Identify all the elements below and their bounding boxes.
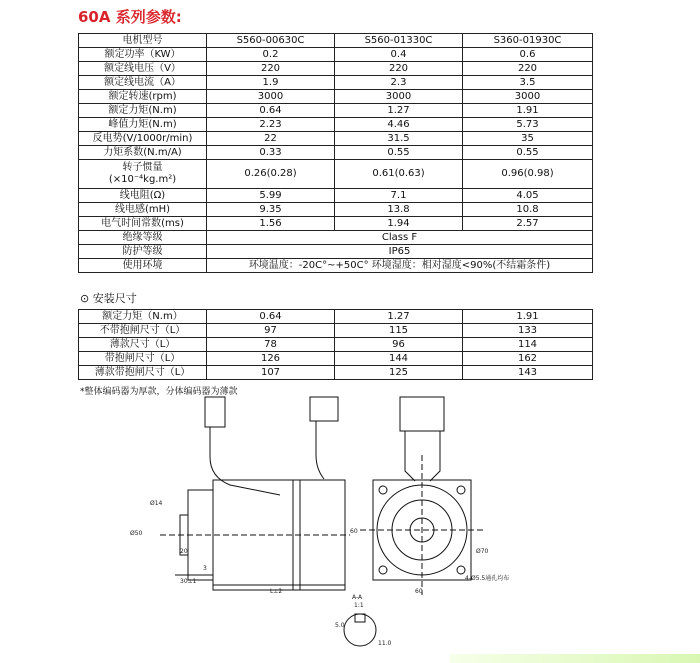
table-cell: 1.27 — [335, 104, 463, 118]
table-cell: 5.73 — [463, 118, 593, 132]
row-label — [79, 217, 207, 231]
row-label: 薄款尺寸（L） — [79, 338, 207, 352]
table-cell: 10.8 — [463, 203, 593, 217]
row-label-text: 额定功率（KW） — [104, 48, 181, 60]
row-label: 薄款带抱闸尺寸（L） — [79, 366, 207, 380]
table-row — [79, 338, 593, 352]
row-label-unit: (×10⁻⁴kg.m²) — [108, 174, 177, 185]
row-label-text: 线电感(mH) — [114, 203, 171, 215]
table-cell: 13.8 — [335, 203, 463, 217]
cable-2 — [316, 421, 324, 479]
table-cell: 2.57 — [463, 217, 593, 231]
table-row — [79, 324, 593, 338]
table-cell: 1.94 — [335, 217, 463, 231]
table-cell: 3000 — [463, 90, 593, 104]
table-row — [79, 217, 593, 231]
table-cell: 0.64 — [207, 310, 335, 324]
table-cell: 1.56 — [207, 217, 335, 231]
row-label — [79, 90, 207, 104]
table-cell: 0.55 — [463, 146, 593, 160]
row-label — [79, 146, 207, 160]
span-cell: 环境温度：-20C°~+50C° 环境湿度：相对湿度<90%(不结霜条件) — [207, 259, 593, 273]
row-label: 不带抱闸尺寸（L） — [79, 324, 207, 338]
dim-pcd: Ø70 — [476, 548, 489, 555]
dim-key-h: 11.0 — [378, 640, 392, 647]
table-cell: 115 — [335, 324, 463, 338]
front-connector — [400, 397, 444, 431]
table-row — [79, 203, 593, 217]
table-cell: 9.35 — [207, 203, 335, 217]
dim-shaft-len: 30±1 — [180, 578, 197, 585]
dim-shaft-dia: Ø14 — [150, 500, 163, 507]
table-cell: 0.96(0.98) — [463, 160, 593, 189]
table-row — [79, 259, 593, 273]
row-label — [79, 118, 207, 132]
table-cell: 220 — [207, 62, 335, 76]
row-label-text: 反电势(V/1000r/min) — [92, 132, 193, 144]
table-cell: 220 — [335, 62, 463, 76]
table-cell: 220 — [463, 62, 593, 76]
row-label-text: 额定线电压（V） — [104, 62, 181, 74]
table-cell: 126 — [207, 352, 335, 366]
row-label — [79, 62, 207, 76]
header-cell: S560-00630C — [207, 34, 335, 48]
table-cell: 144 — [335, 352, 463, 366]
table-cell: 114 — [463, 338, 593, 352]
decorative-bar — [450, 654, 700, 663]
page-title: 60A 系列参数: — [78, 8, 182, 26]
table-row — [79, 231, 593, 245]
table-cell: 31.5 — [335, 132, 463, 146]
row-label-text: 峰值力矩(N.m) — [108, 118, 177, 130]
table-row — [79, 104, 593, 118]
table-cell: 125 — [335, 366, 463, 380]
table-row — [79, 366, 593, 380]
table-cell: 107 — [207, 366, 335, 380]
table-cell: 0.61(0.63) — [335, 160, 463, 189]
table-row — [79, 62, 593, 76]
row-label: 使用环境 — [79, 259, 207, 273]
table-row — [79, 352, 593, 366]
table-cell: 78 — [207, 338, 335, 352]
table-row — [79, 76, 593, 90]
header-cell: S560-01330C — [335, 34, 463, 48]
table-row — [79, 245, 593, 259]
table-row — [79, 118, 593, 132]
table-header-row — [79, 34, 593, 48]
table-cell: 4.46 — [335, 118, 463, 132]
row-label-text: 额定力矩(N.m) — [108, 104, 177, 116]
dim-3: 3 — [203, 565, 207, 572]
table-cell: 1.91 — [463, 104, 593, 118]
table-cell: 1.91 — [463, 310, 593, 324]
table-cell: 3000 — [335, 90, 463, 104]
cable-1 — [210, 427, 280, 495]
table-cell: 3000 — [207, 90, 335, 104]
table-row — [79, 132, 593, 146]
row-label-text: 电气时间常数(ms) — [101, 217, 184, 229]
section-scale: 1:1 — [354, 602, 364, 609]
table-cell: 2.23 — [207, 118, 335, 132]
table-cell: 97 — [207, 324, 335, 338]
table-row — [79, 310, 593, 324]
spec-table — [78, 33, 593, 273]
dim-holes: 4-Ø5.5通孔均布 — [465, 575, 510, 582]
row-label — [79, 76, 207, 90]
row-label-text: 力矩系数(N.m/A) — [103, 146, 182, 158]
table-row — [79, 48, 593, 62]
table-cell: 133 — [463, 324, 593, 338]
row-label — [79, 48, 207, 62]
dim-side-60: 60 — [350, 528, 358, 535]
encoder-note: *整体编码器为厚款，分体编码器为薄款 — [80, 387, 238, 397]
table-cell: 0.2 — [207, 48, 335, 62]
header-cell: S360-01930C — [463, 34, 593, 48]
row-label: 带抱闸尺寸（L） — [79, 352, 207, 366]
table-cell: 0.6 — [463, 48, 593, 62]
table-cell: 0.4 — [335, 48, 463, 62]
install-section-title: ⊙ 安装尺寸 — [80, 292, 137, 305]
row-label — [79, 189, 207, 203]
table-cell: 3.5 — [463, 76, 593, 90]
table-cell: 0.33 — [207, 146, 335, 160]
table-cell: 5.99 — [207, 189, 335, 203]
table-cell: 1.9 — [207, 76, 335, 90]
dim-20: 20 — [180, 548, 188, 555]
install-table — [78, 309, 593, 380]
table-cell: 96 — [335, 338, 463, 352]
table-cell: 1.27 — [335, 310, 463, 324]
table-cell: 7.1 — [335, 189, 463, 203]
span-cell: IP65 — [207, 245, 593, 259]
section-label: A-A — [352, 594, 363, 601]
row-label: 防护等级 — [79, 245, 207, 259]
table-cell: 0.64 — [207, 104, 335, 118]
row-label — [79, 160, 207, 189]
dim-key-w: 5.0 — [335, 622, 345, 629]
table-cell: 0.26(0.28) — [207, 160, 335, 189]
row-label: 绝缘等级 — [79, 231, 207, 245]
table-row — [79, 189, 593, 203]
row-label — [79, 203, 207, 217]
dim-flange-dia: Ø50 — [130, 530, 143, 537]
table-cell: 143 — [463, 366, 593, 380]
row-label-text: 转子惯量 — [122, 162, 163, 173]
row-label: 额定力矩（N.m） — [79, 310, 207, 324]
table-cell: 22 — [207, 132, 335, 146]
row-label-text: 额定转速(rpm) — [108, 90, 177, 102]
dim-body-len: L±2 — [270, 588, 283, 595]
span-cell: Class F — [207, 231, 593, 245]
table-row — [79, 160, 593, 189]
table-cell: 4.05 — [463, 189, 593, 203]
dim-flange-size: 60 — [415, 588, 423, 595]
table-row — [79, 146, 593, 160]
connector-1 — [205, 397, 225, 427]
table-cell: 2.3 — [335, 76, 463, 90]
header-cell: 电机型号 — [79, 34, 207, 48]
table-cell: 162 — [463, 352, 593, 366]
table-row — [79, 90, 593, 104]
row-label-text: 线电阻(Ω) — [119, 189, 166, 201]
table-cell: 0.55 — [335, 146, 463, 160]
section-circle — [344, 614, 376, 646]
motor-drawing — [0, 395, 700, 663]
row-label — [79, 132, 207, 146]
row-label-text: 额定线电流（A） — [104, 76, 181, 88]
connector-2 — [310, 397, 338, 421]
row-label — [79, 104, 207, 118]
table-cell: 35 — [463, 132, 593, 146]
